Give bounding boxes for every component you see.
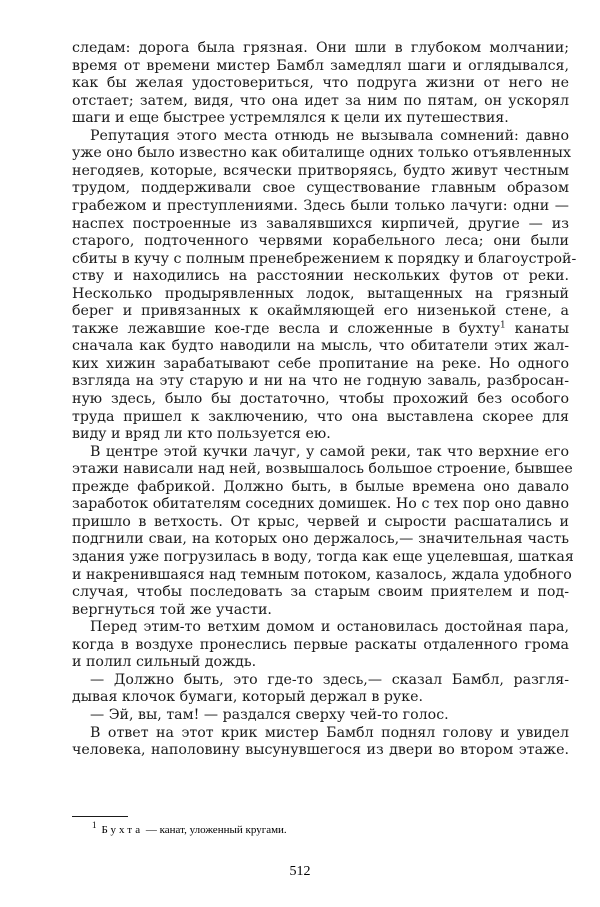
text-line: сбиты в кучу с полным пренебрежением к порядку и благоустрой- [72, 250, 577, 267]
text-line: дывая клочок бумаги, который держал в руке. [72, 689, 424, 706]
text-line: этажи нависали над ней, возвышалось большое строение, бывшее [72, 461, 573, 478]
text-line: трудом, поддерживали свое существование главным образом [72, 180, 569, 197]
text-line: уже оно было известно как обиталище одних только отъявленных [72, 145, 571, 162]
text-line: сначала как будто наводили на мысль, что обитатели этих жал- [72, 338, 569, 355]
text-line-with-footnote-ref [72, 321, 569, 339]
text-line: прежде фабрикой. Должно быть, в былые времена оно давало [72, 478, 569, 495]
paragraph-first-line: — Эй, вы, там! — раздался сверху чей-то голос. [90, 706, 449, 723]
text-line: негодяев, которые, всячески притворяясь, будто живут честным [72, 162, 569, 179]
footnote-mark: 1 [92, 820, 97, 831]
text-line: как бы желая удостовериться, что подруга жизни от него не [72, 75, 569, 92]
text-line: ству и находились на расстоянии нескольких футов от реки. [72, 268, 569, 285]
page-number: 512 [289, 864, 311, 879]
text-line: здания уже погрузилась в воду, тогда как еще уцелевшая, шаткая [72, 549, 574, 565]
text-line: и полил сильный дождь. [72, 654, 257, 671]
text-line: ную здесь, было бы достаточно, чтобы прохожий без особого [72, 391, 569, 407]
paragraph-first-line: — Должно быть, это где-то здесь,— сказал Бамбл, разгля- [90, 671, 569, 688]
text-line: вергнуться той же участи. [72, 601, 272, 618]
text-line: человека, наполовину высунувшегося из двери во втором этаже. [72, 742, 569, 758]
text-line: подгнили сваи, на которых оно держалось,— значительная часть [72, 531, 569, 548]
footnote [92, 822, 562, 838]
text-line: время от времени мистер Бамбл замедлял шаги и оглядывался, [72, 57, 569, 74]
text-line: случая, чтобы последовать за старым своим приятелем и под- [72, 584, 569, 601]
text-line: взгляда на эту старую и ни на что не годную заваль, разбросан- [72, 373, 569, 390]
footnote-ref-mark: 1 [499, 320, 506, 331]
text-line: пришло в ветхость. От крыс, червей и сырости расшатались и [72, 513, 569, 530]
text-line: шаги и еще быстрее устремлялся к цели их путешествия. [72, 110, 509, 127]
paragraph-first-line: Перед этим-то ветхим домом и остановилась достойная пара, [90, 619, 569, 636]
text-line: следам: дорога была грязная. Они шли в глубоком молчании; [72, 40, 569, 56]
footnote-text: — канат, уложенный кругами. [143, 824, 287, 836]
text-line: когда в воздухе пронеслись первые раскаты отдаленного грома [72, 636, 569, 653]
paragraph-first-line: В ответ на этот крик мистер Бамбл поднял голову и увидел [90, 724, 569, 741]
paragraph-first-line: Репутация этого места отнюдь не вызывала сомнений: давно [90, 127, 569, 144]
text-line: наспех построенные из завалявшихся кирпичей, другие — из [72, 215, 569, 232]
text-line: отстает; затем, видя, что она идет за ним по пятам, он ускорял [72, 92, 569, 109]
text-line: виду и вряд ли кто пользуется ею. [72, 426, 331, 443]
footnote-divider [72, 816, 128, 817]
text-line: ких хижин зарабатывают себе пропитание на реке. Но одного [72, 355, 569, 372]
text-line: труда пришел к заключению, что она выставлена скорее для [72, 408, 569, 425]
text-line: заработок обитателям соседних домишек. Но с тех пор оно давно [72, 496, 569, 513]
text-line: старого, подточенного червями корабельного леса; они были [72, 233, 569, 250]
text-line: берег и привязанных к окаймляющей его низенькой стене, а [72, 303, 569, 320]
text-segment: также лежавшие кое-где весла и сложенные в бухту [72, 320, 500, 337]
text-segment: канаты [514, 320, 570, 337]
text-line: грабежом и преступлениями. Здесь были только лачуги: одни — [72, 198, 569, 214]
footnote-term: Бухта [101, 824, 144, 836]
paragraph-first-line: В центре этой кучки лачуг, у самой реки, так что верхние его [90, 443, 569, 460]
text-line: Несколько продырявленных лодок, вытащенных на грязный [72, 285, 569, 302]
text-line: и накренившаяся над темным потоком, казалось, ждала удобного [72, 566, 572, 583]
